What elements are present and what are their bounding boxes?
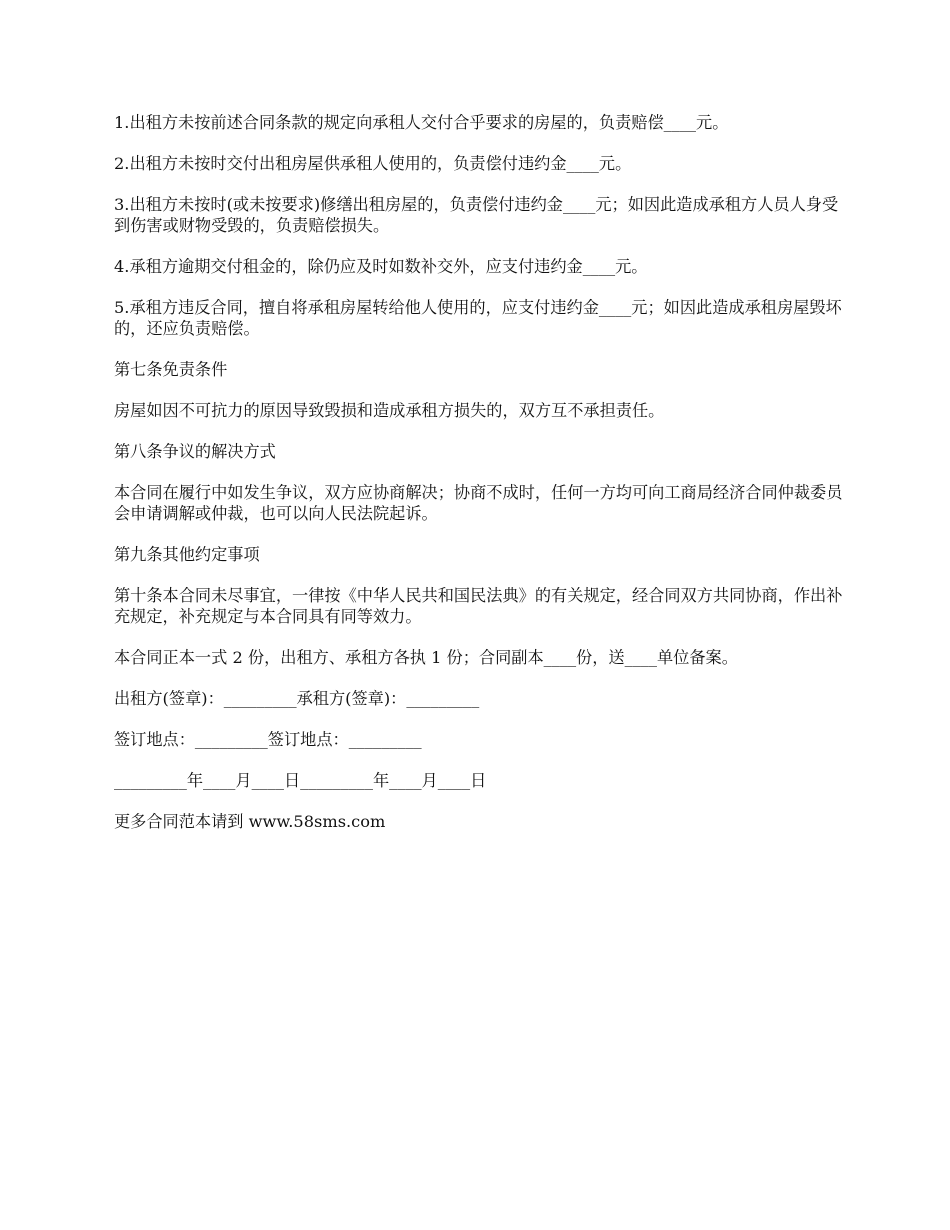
article-10-text: 第十条本合同未尽事宜，一律按《中华人民共和国民法典》的有关规定，经合同双方共同协商，作出补充规定，补充规定与本合同具有同等效力。 [114,586,843,626]
clause-penalty-4: 4.承租方逾期交付租金的，除仍应及时如数补交外，应支付违约金____元。 [114,257,648,276]
copies-text: 本合同正本一式 2 份，出租方、承租方各执 1 份；合同副本____份，送____单位备案。 [114,648,738,667]
date-line: _________年____月____日_________年____月____日 [114,771,487,790]
clause-penalty-5: 5.承租方违反合同，擅自将承租房屋转给他人使用的，应支付违约金____元；如因此造成承租房屋毁坏的，还应负责赔偿。 [114,298,842,338]
heading-article-7: 第七条免责条件 [114,360,228,379]
footer-more-templates: 更多合同范本请到 www.58sms.com [114,812,386,831]
heading-article-8: 第八条争议的解决方式 [114,442,276,461]
heading-article-9: 第九条其他约定事项 [114,545,260,564]
signature-line: 出租方(签章)：_________承租方(签章)：_________ [114,689,480,708]
clause-penalty-2: 2.出租方未按时交付出租房屋供承租人使用的，负责偿付违约金____元。 [114,154,632,173]
signing-place-line: 签订地点：_________签订地点：_________ [114,730,422,749]
article-8-text: 本合同在履行中如发生争议，双方应协商解决；协商不成时，任何一方均可向工商局经济合同仲裁委员会申请调解或仲裁，也可以向人民法院起诉。 [114,483,843,523]
clause-penalty-1: 1.出租方未按前述合同条款的规定向承租人交付合乎要求的房屋的，负责赔偿____元。 [114,113,729,132]
document-body [114,112,844,852]
clause-penalty-3: 3.出租方未按时(或未按要求)修缮出租房屋的，负责偿付违约金____元；如因此造成承租方人员人身受到伤害或财物受毁的，负责赔偿损失。 [114,195,839,235]
article-7-text: 房屋如因不可抗力的原因导致毁损和造成承租方损失的，双方互不承担责任。 [114,401,665,420]
